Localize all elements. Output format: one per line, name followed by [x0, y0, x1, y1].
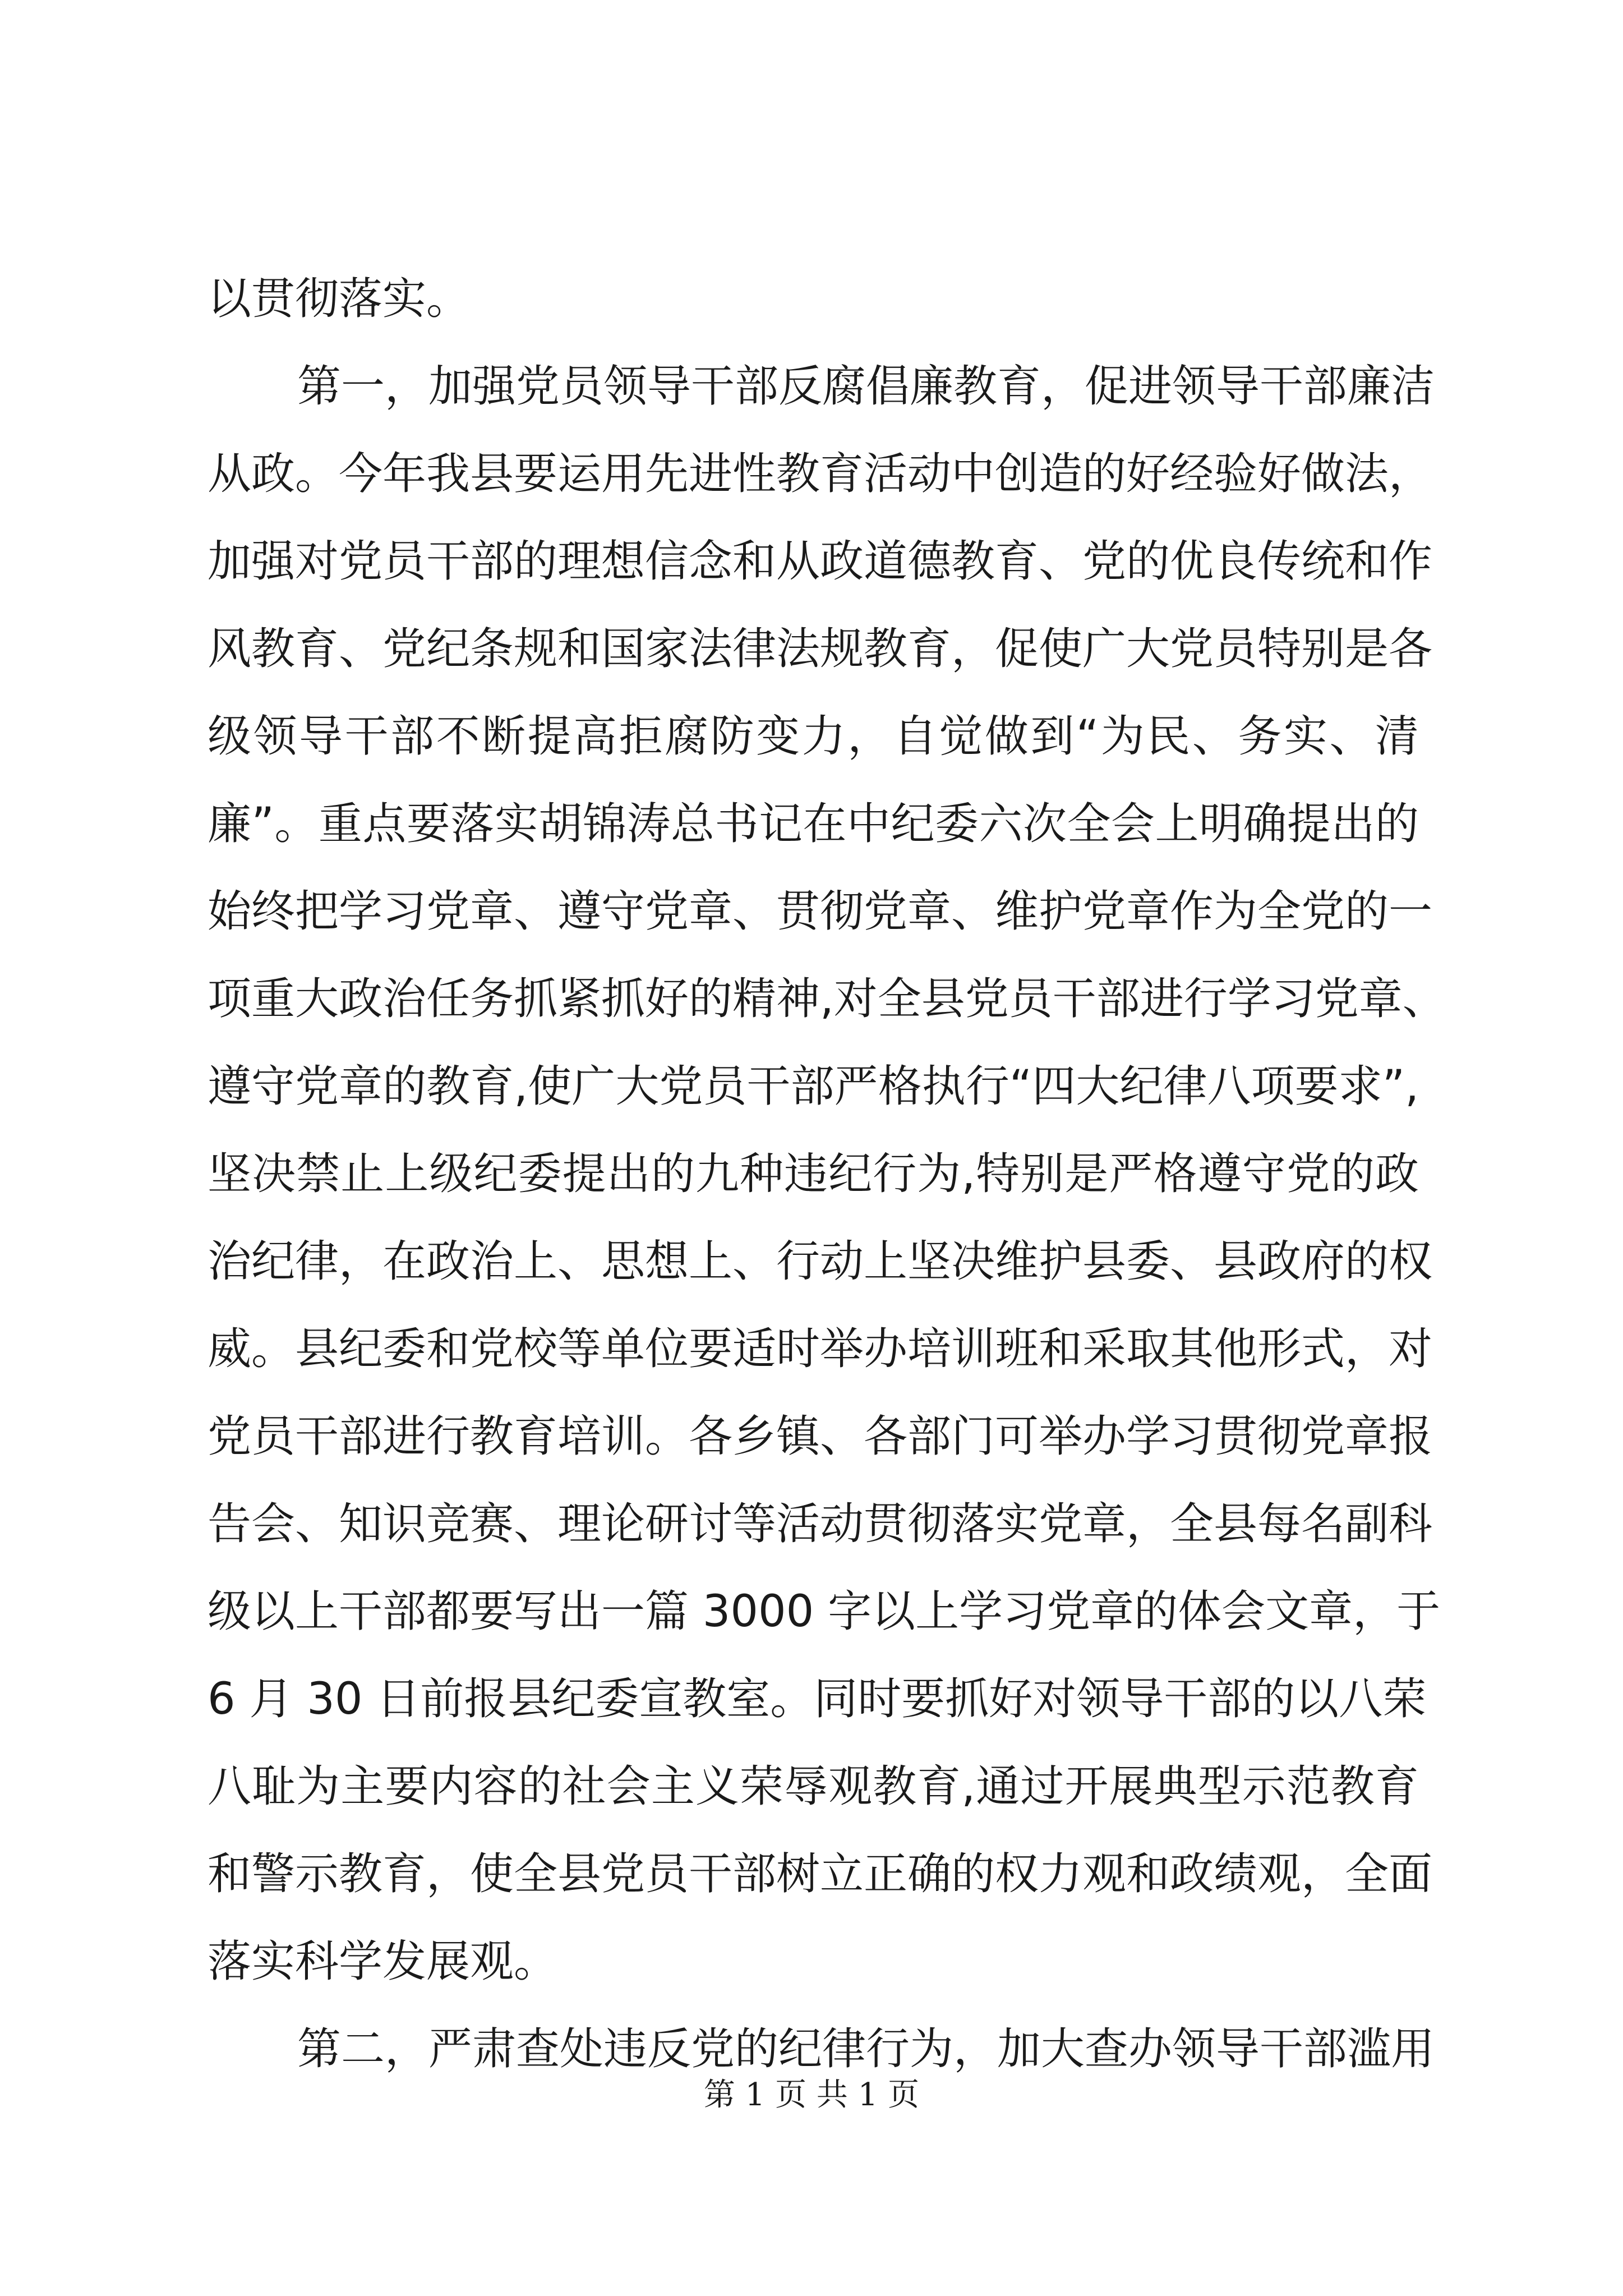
- text-line: 坚决禁止上级纪委提出的九种违纪行为,特别是严格遵守党的政: [208, 1149, 1419, 1199]
- text-line: 遵守党章的教育,使广大党员干部严格执行“四大纪律八项要求”,: [208, 1061, 1419, 1112]
- text-line: 从政。今年我县要运用先进性教育活动中创造的好经验好做法，: [208, 449, 1433, 499]
- text-line: 项重大政治任务抓紧抓好的精神,对全县党员干部进行学习党章、: [208, 974, 1446, 1024]
- text-line: 党员干部进行教育培训。各乡镇、各部门可举办学习贯彻党章报: [208, 1411, 1433, 1462]
- text-line: 级以上干部都要写出一篇 3000 字以上学习党章的体会文章，于: [208, 1586, 1441, 1637]
- text-line: 加强对党员干部的理想信念和从政道德教育、党的优良传统和作: [208, 536, 1433, 587]
- text-line: 风教育、党纪条规和国家法律法规教育，促使广大党员特别是各: [208, 624, 1433, 674]
- text-line: 威。县纪委和党校等单位要适时举办培训班和采取其他形式，对: [208, 1324, 1433, 1374]
- text-line: 始终把学习党章、遵守党章、贯彻党章、维护党章作为全党的一: [208, 886, 1433, 937]
- text-line: 廉”。重点要落实胡锦涛总书记在中纪委六次全会上明确提出的: [208, 799, 1419, 849]
- text-line: 落实科学发展观。: [208, 1936, 558, 1987]
- paragraph-start-line: 第一，加强党员领导干部反腐倡廉教育，促进领导干部廉洁: [297, 361, 1435, 412]
- text-line: 和警示教育，使全县党员干部树立正确的权力观和政绩观，全面: [208, 1849, 1433, 1899]
- text-line: 级领导干部不断提高拒腐防变力，自觉做到“为民、务实、清: [208, 711, 1419, 762]
- page-footer: 第 1 页 共 1 页: [703, 2077, 920, 2113]
- text-line: 6 月 30 日前报县纪委宣教室。同时要抓好对领导干部的以八荣: [208, 1674, 1427, 1724]
- paragraph-start-line: 第二，严肃查处违反党的纪律行为，加大查办领导干部滥用: [297, 2024, 1435, 2074]
- text-line: 告会、知识竞赛、理论研讨等活动贯彻落实党章，全县每名副科: [208, 1499, 1433, 1549]
- text-line: 治纪律，在政治上、思想上、行动上坚决维护县委、县政府的权: [208, 1236, 1433, 1287]
- text-line: 八耻为主要内容的社会主义荣辱观教育,通过开展典型示范教育: [208, 1761, 1419, 1812]
- text-line: 以贯彻落实。: [208, 274, 471, 324]
- body-text: [208, 255, 1446, 2093]
